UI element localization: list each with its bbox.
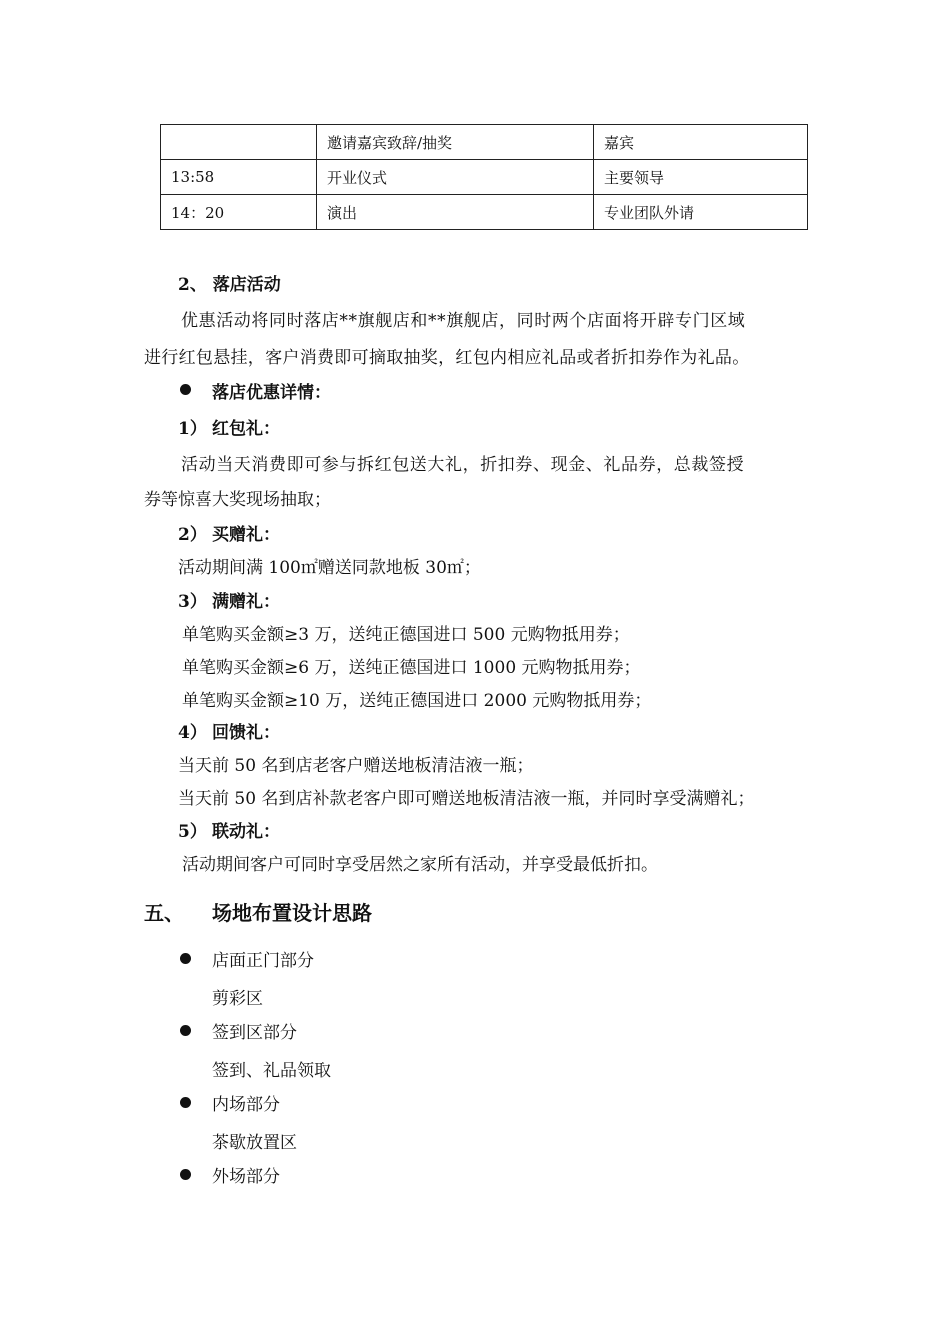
layout-item-label: 店面正门部分: [212, 951, 314, 971]
details-heading: 落店优惠详情：: [212, 383, 331, 403]
item-number: 2）: [178, 525, 207, 545]
table-cell: 主要领导: [594, 160, 808, 195]
table-cell: 开业仪式: [317, 160, 594, 195]
item-title: 联动礼：: [212, 822, 280, 842]
table-cell: 嘉宾: [594, 125, 808, 160]
layout-item-sub: 剪彩区: [212, 989, 263, 1009]
layout-item-label: 内场部分: [212, 1095, 280, 1115]
table-row: [161, 160, 808, 195]
bullet-icon: [180, 1025, 191, 1036]
bullet-icon: [180, 1097, 191, 1108]
item-line: 单笔购买金额≥6 万，送纯正德国进口 1000 元购物抵用券；: [182, 658, 641, 678]
item-line: 券等惊喜大奖现场抽取；: [144, 490, 331, 510]
item-number: 5）: [178, 822, 207, 842]
schedule-table: [160, 124, 808, 230]
item-title: 买赠礼：: [212, 525, 280, 545]
table-cell: 专业团队外请: [594, 195, 808, 230]
item-number: 3）: [178, 592, 207, 612]
section-title: 场地布置设计思路: [212, 901, 372, 925]
table-cell: 14：20: [161, 195, 317, 230]
section-number: 五、: [144, 901, 184, 925]
table-cell: 13:58: [161, 160, 317, 195]
bullet-icon: [180, 1169, 191, 1180]
layout-item-label: 外场部分: [212, 1167, 280, 1187]
item-line: 单笔购买金额≥3 万，送纯正德国进口 500 元购物抵用券；: [182, 625, 630, 645]
item-title: 回馈礼：: [212, 723, 280, 743]
table-row: [161, 195, 808, 230]
item-line: 当天前 50 名到店老客户赠送地板清洁液一瓶；: [178, 756, 534, 776]
item-title: 红包礼：: [212, 419, 280, 439]
layout-item-label: 签到区部分: [212, 1023, 297, 1043]
table-cell: [161, 125, 317, 160]
item-line: 单笔购买金额≥10 万，送纯正德国进口 2000 元购物抵用券；: [182, 691, 652, 711]
layout-item-sub: 签到、礼品领取: [212, 1061, 331, 1081]
section-heading: 2、 落店活动: [178, 275, 281, 295]
item-line: 活动期间客户可同时享受居然之家所有活动，并享受最低折扣。: [182, 855, 658, 875]
bullet-icon: [180, 384, 191, 395]
item-title: 满赠礼：: [212, 592, 280, 612]
table-cell: 邀请嘉宾致辞/抽奖: [317, 125, 594, 160]
item-line: 活动当天消费即可参与拆红包送大礼，折扣券、现金、礼品券，总裁签授: [181, 455, 745, 475]
paragraph-line: 优惠活动将同时落店**旗舰店和**旗舰店，同时两个店面将开辟专门区域: [181, 311, 746, 331]
item-line: 活动期间满 100㎡赠送同款地板 30㎡；: [178, 558, 481, 578]
item-number: 4）: [178, 723, 207, 743]
item-number: 1）: [178, 419, 207, 439]
table-cell: 演出: [317, 195, 594, 230]
layout-item-sub: 茶歇放置区: [212, 1133, 297, 1153]
paragraph-line: 进行红包悬挂，客户消费即可摘取抽奖，红包内相应礼品或者折扣券作为礼品。: [144, 348, 750, 368]
table-row: [161, 125, 808, 160]
bullet-icon: [180, 953, 191, 964]
item-line: 当天前 50 名到店补款老客户即可赠送地板清洁液一瓶，并同时享受满赠礼；: [178, 789, 755, 809]
